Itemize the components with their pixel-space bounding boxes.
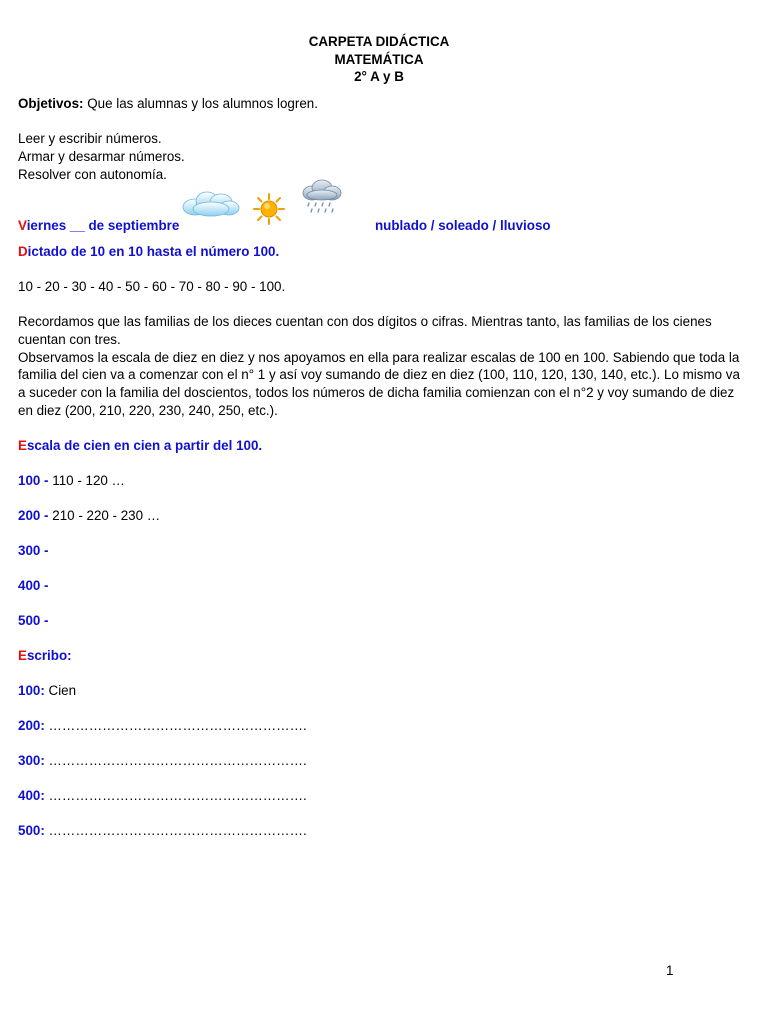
page-number: 1 <box>666 963 674 978</box>
date-label <box>18 217 179 235</box>
write-row-number: 100: <box>18 682 45 698</box>
scale-row-start: 300 - <box>18 542 49 558</box>
date-text: iernes __ de septiembre <box>26 218 180 233</box>
dictation-title <box>18 243 740 261</box>
write-row <box>18 717 740 735</box>
scale-row-values: 210 - 220 - 230 … <box>48 507 161 523</box>
objective-item: Armar y desarmar números. <box>18 149 185 164</box>
scale-row <box>18 542 740 560</box>
objectives-text: Que las alumnas y los alumnos logren. <box>83 95 318 111</box>
objectives-line <box>18 95 740 113</box>
write-row-number: 400: <box>18 787 45 803</box>
write-text: scribo: <box>26 647 72 663</box>
scale-row-start: 400 - <box>18 577 49 593</box>
header-title: CARPETA DIDÁCTICA <box>308 34 450 49</box>
scale-title <box>18 437 740 455</box>
write-title <box>18 647 740 665</box>
date-initial: V <box>18 218 27 233</box>
objective-item: Resolver con autonomía. <box>18 167 167 182</box>
write-row-number: 300: <box>18 752 45 768</box>
scale-row-start: 200 - <box>18 507 49 523</box>
write-row <box>18 787 740 805</box>
dictation-initial: D <box>18 244 28 259</box>
scale-row <box>18 577 740 595</box>
write-row-number: 200: <box>18 717 45 733</box>
scale-row-start: 500 - <box>18 612 49 628</box>
document-header <box>18 33 740 86</box>
write-row-answer: …………………………………………………. <box>44 822 307 838</box>
scale-row <box>18 472 740 490</box>
dictation-text: ictado de 10 en 10 hasta el número 100. <box>27 244 280 259</box>
scale-text: scala de cien en cien a partir del 100. <box>26 437 263 453</box>
date-weather-row <box>18 195 740 235</box>
write-row-answer: Cien <box>44 682 77 698</box>
cloud-icon <box>181 188 241 218</box>
rain-cloud-icon <box>300 178 344 218</box>
write-row <box>18 682 740 700</box>
write-row-answer: …………………………………………………. <box>44 787 307 803</box>
explanation-paragraph: Recordamos que las familias de los dieces cuentan con dos dígitos o cifras. Mientras tanto, las familias de los cienes cuentan con tres. <box>18 314 712 347</box>
write-row <box>18 752 740 770</box>
write-row-answer: …………………………………………………. <box>44 717 307 733</box>
scale-row <box>18 507 740 525</box>
scale-row <box>18 612 740 630</box>
scale-row-start: 100 - <box>18 472 49 488</box>
explanation-paragraph: Observamos la escala de diez en diez y nos apoyamos en ella para realizar escalas de 100 en 100. Sabiendo que toda la familia del cien va a comenzar con el n° 1 y así voy sumando de diez en diez (100, 110, 120, 130, 140, etc.). Lo mismo va a suceder con la familia del doscientos, todos los números de dicha familia comienzan con el n°2 y voy sumando de diez en diez (200, 210, 220, 230, 240, 250, etc.). <box>18 349 740 418</box>
dictation-sequence: 10 - 20 - 30 - 40 - 50 - 60 - 70 - 80 - 90 - 100. <box>18 279 286 294</box>
write-initial: E <box>18 647 27 663</box>
document-page <box>18 33 740 840</box>
header-subject: MATEMÁTICA <box>334 51 424 67</box>
write-row-answer: …………………………………………………. <box>44 752 307 768</box>
scale-initial: E <box>18 437 27 453</box>
write-row <box>18 822 740 840</box>
objective-item: Leer y escribir números. <box>18 131 162 146</box>
header-grade: 2° A y B <box>354 69 404 84</box>
write-row-number: 500: <box>18 822 45 838</box>
scale-row-values: 110 - 120 … <box>48 472 125 488</box>
sun-icon <box>253 193 285 225</box>
objectives-label: Objetivos: <box>18 95 84 111</box>
weather-options: nublado / soleado / lluvioso <box>375 218 551 233</box>
